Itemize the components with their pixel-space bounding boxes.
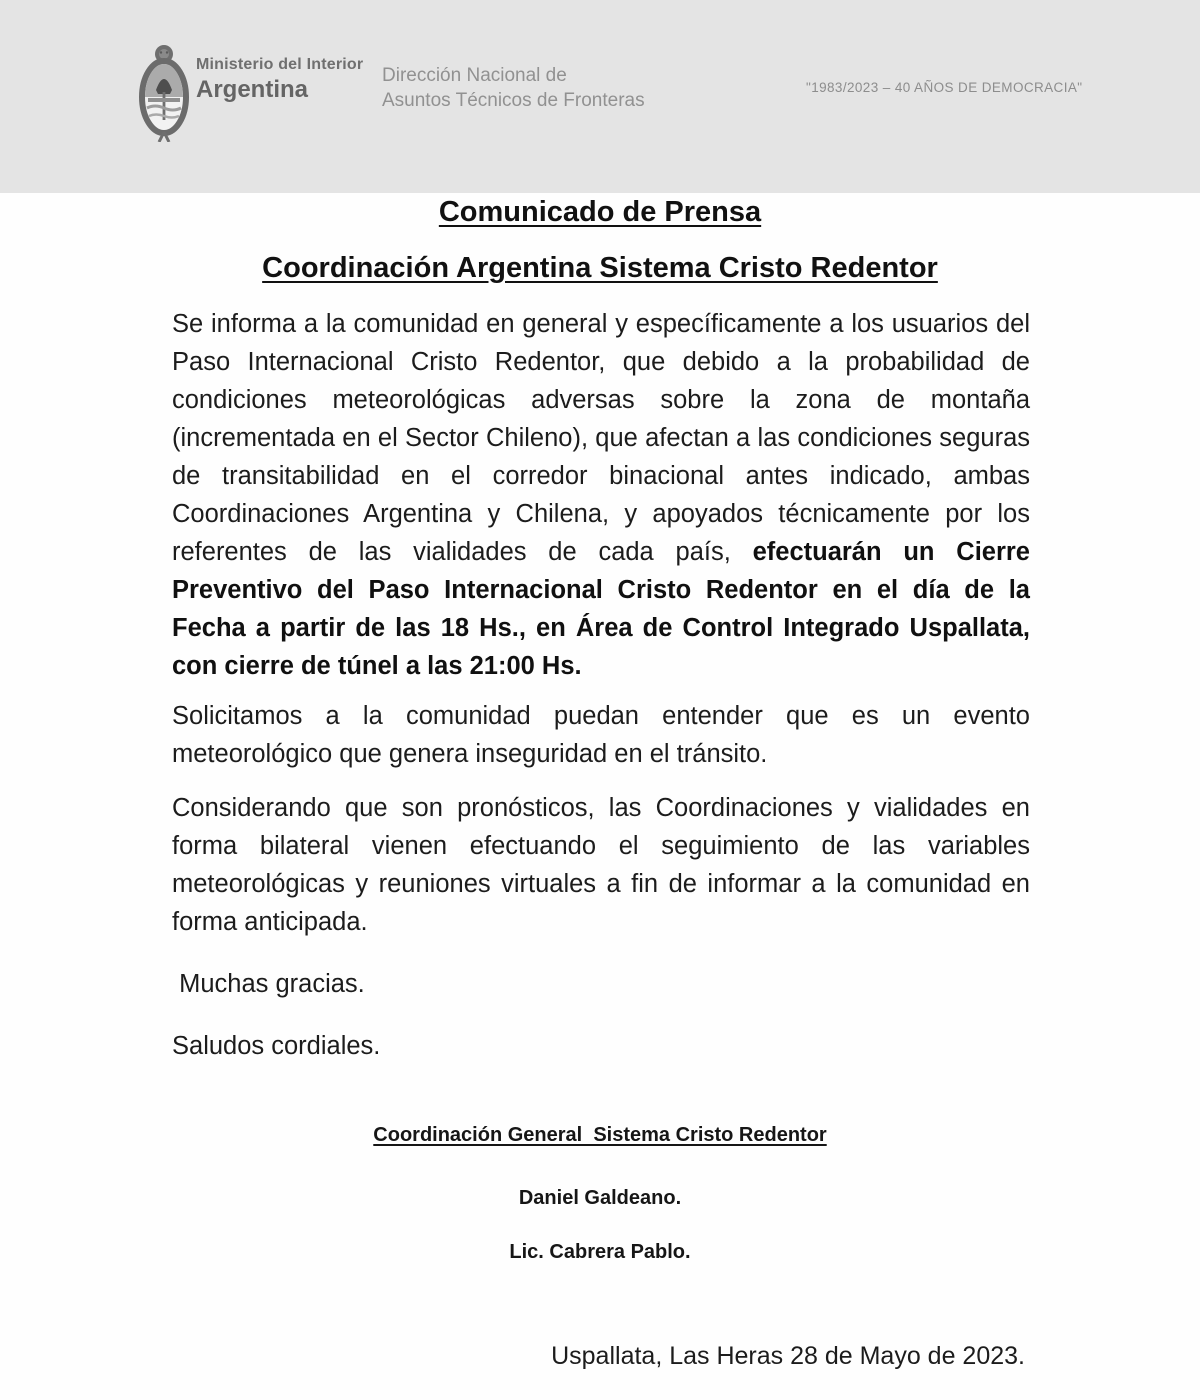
direction-line-1: Dirección Nacional de <box>382 65 567 86</box>
place-date-line: Uspallata, Las Heras 28 de Mayo de 2023. <box>551 1342 1025 1370</box>
signatory-cabrera-pablo: Lic. Cabrera Pablo. <box>509 1241 691 1263</box>
paragraph-monitoring: Considerando que son pronósticos, las Coordinaciones y vialidades en forma bilateral vienen efectuando el seguimiento de las variables meteorológicas y reuniones virtuales a fin de informar a la comunidad en forma anticipada. <box>172 794 1030 936</box>
letterhead-banner <box>0 0 1200 193</box>
paragraph-announcement <box>172 305 1030 685</box>
ministry-wordmark <box>196 56 363 104</box>
paragraph-apology: Solicitamos a la comunidad puedan entender que es un evento meteorológico que genera inseguridad en el tránsito. <box>172 702 1030 768</box>
signature-title: Coordinación General Sistema Cristo Redentor <box>373 1124 827 1146</box>
document-title: Comunicado de Prensa <box>438 196 762 228</box>
thanks-line: Muchas gracias. <box>172 970 365 998</box>
ministry-country: Argentina <box>196 76 309 104</box>
ministry-name: Ministerio del Interior <box>196 56 364 73</box>
direction-name <box>382 63 645 113</box>
paragraph-announcement-normal: Se informa a la comunidad en general y específicamente a los usuarios del Paso Internacional Cristo Redentor, que debido a la probabilidad de condiciones meteorológicas adversas sobre la zona de montaña (incrementada en el Sector Chileno), que afectan a las condiciones seguras de transitabilidad en el corredor binacional antes indicado, ambas Coordinaciones Argentina y Chilena, y apoyados técnicamente por los referentes de las vialidades de cada país, <box>172 310 1030 566</box>
document-subtitle: Coordinación Argentina Sistema Cristo Redentor <box>262 252 938 284</box>
signature-block <box>0 1124 1200 1264</box>
democracy-anniversary-motto: "1983/2023 – 40 AÑOS DE DEMOCRACIA" <box>806 80 1083 95</box>
document-body <box>172 305 1030 1077</box>
direction-line-2: Asuntos Técnicos de Fronteras <box>382 90 645 111</box>
argentina-coat-of-arms-icon <box>139 42 189 142</box>
signatory-daniel-galdeano: Daniel Galdeano. <box>518 1187 682 1209</box>
paragraph-announcement-bold-closure: efectuarán un Cierre Preventivo del Paso Internacional Cristo Redentor en el día de la Fecha a partir de las 18 Hs., en Área de Control Integrado Uspallata, con cierre de túnel a las 21:00 Hs. <box>172 538 1030 680</box>
regards-line: Saludos cordiales. <box>172 1032 381 1060</box>
